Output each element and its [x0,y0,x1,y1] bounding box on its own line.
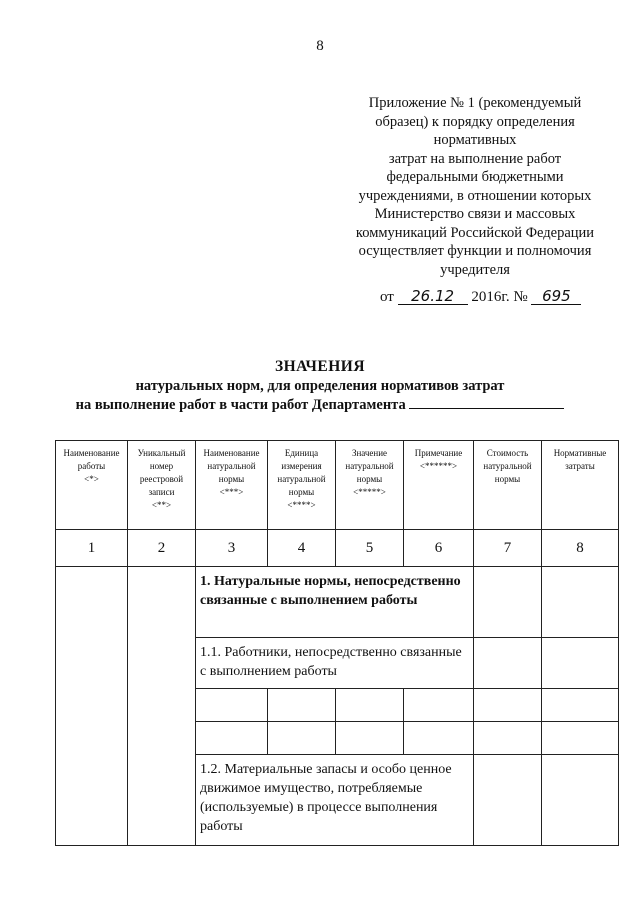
header-cell [196,441,268,530]
table-header-row [56,441,619,530]
header-text-line: Наименование [63,448,120,458]
table-cell-work-name [56,567,128,846]
column-number: 8 [542,530,619,567]
header-cell [268,441,336,530]
header-cell [404,441,474,530]
header-text-line: натуральной [345,461,394,471]
table-cell [474,755,542,846]
header-text-line: натуральной [483,461,532,471]
section-1-title-cell [196,567,474,638]
table-cell [474,722,542,755]
column-number-row [56,530,619,567]
column-number: 7 [474,530,542,567]
header-text-line: Единица [284,448,319,458]
column-number: 3 [196,530,268,567]
order-date-handwritten: 26.12 [398,288,468,305]
table-cell [196,722,268,755]
table-cell [336,722,404,755]
header-cell [128,441,196,530]
heading-subtitle: натуральных норм, для определения нормативов затрат [135,378,505,394]
column-number: 2 [128,530,196,567]
table-cell [268,722,336,755]
header-text-line: измерения [281,461,322,471]
header-text-line: <*> [84,474,99,484]
table-cell [268,689,336,722]
table-cell [542,755,619,846]
department-blank-field [409,396,564,409]
appendix-line: учредителя [440,261,510,278]
header-text-line: Стоимость [486,448,529,458]
header-text-line: реестровой [139,474,184,484]
appendix-line: федеральными бюджетными [386,169,564,185]
order-line [380,288,581,306]
header-text-line: натуральной [277,474,326,484]
table-cell [542,638,619,689]
section-1-1-title: 1.1. Работники, непосредственно связанные с выполнением работы [200,645,462,679]
document-heading [0,357,640,415]
column-number: 4 [268,530,336,567]
appendix-line: Министерство связи и массовых [374,206,576,222]
header-text-line: нормы [494,474,521,484]
header-text-line: натуральной [207,461,256,471]
header-text-line: <*****> [353,487,386,497]
appendix-line: коммуникаций Российской Федерации [355,224,595,241]
header-text-line: <****> [287,500,316,510]
table-cell [542,567,619,638]
header-text-line: нормы [288,487,315,497]
appendix-line: нормативных [433,132,517,148]
order-year-text: 2016г. № [471,289,528,305]
appendix-note [340,94,610,279]
appendix-line: образец) к порядку определения [375,113,575,130]
header-text-line: нормы [218,474,245,484]
page-number: 8 [316,38,324,54]
header-cell [56,441,128,530]
appendix-line: осуществляет функции и полномочия [358,243,592,259]
section-1-1-cell [196,638,474,689]
table-cell [336,689,404,722]
header-text-line: номер [149,461,174,471]
column-number: 5 [336,530,404,567]
heading-department-line [0,396,640,415]
appendix-line: затрат на выполнение работ [388,150,562,167]
order-number-handwritten: 695 [531,288,581,305]
header-text-line: Наименование [203,448,260,458]
header-text-line: записи [148,487,175,497]
header-text-line: <******> [419,461,458,471]
appendix-line: Приложение № 1 (рекомендуемый [368,95,582,111]
heading-department-text: на выполнение работ в части работ Департамента [75,397,406,413]
heading-title: ЗНАЧЕНИЯ [274,358,366,375]
header-cell [542,441,619,530]
table-row-section-1 [56,567,619,638]
table-cell [542,722,619,755]
column-number: 1 [56,530,128,567]
norms-table [55,440,619,846]
order-prefix: от [380,289,394,305]
section-1-2-cell [196,755,474,846]
header-text-line: Примечание [414,448,463,458]
header-text-line: работы [77,461,106,471]
header-text-line: Значение [351,448,388,458]
table-cell [404,722,474,755]
header-text-line: Уникальный [137,448,186,458]
section-1-title: 1. Натуральные нормы, непосредственно связанные с выполнением работы [200,574,461,608]
header-cell [474,441,542,530]
table-cell-registry-number [128,567,196,846]
header-text-line: нормы [356,474,383,484]
header-text-line: затраты [565,461,595,471]
header-cell [336,441,404,530]
table-cell [474,689,542,722]
table-cell [474,567,542,638]
header-text-line: <**> [151,500,172,510]
table-cell [404,689,474,722]
header-text-line: Нормативные [553,448,607,458]
table-cell [474,638,542,689]
column-number: 6 [404,530,474,567]
table-cell [196,689,268,722]
section-1-2-title: 1.2. Материальные запасы и особо ценное движимое имущество, потребляемые (используемые) в процессе выполнения работы [200,762,452,834]
table-cell [542,689,619,722]
appendix-line: учреждениями, в отношении которых [358,187,592,204]
header-text-line: <***> [219,487,244,497]
